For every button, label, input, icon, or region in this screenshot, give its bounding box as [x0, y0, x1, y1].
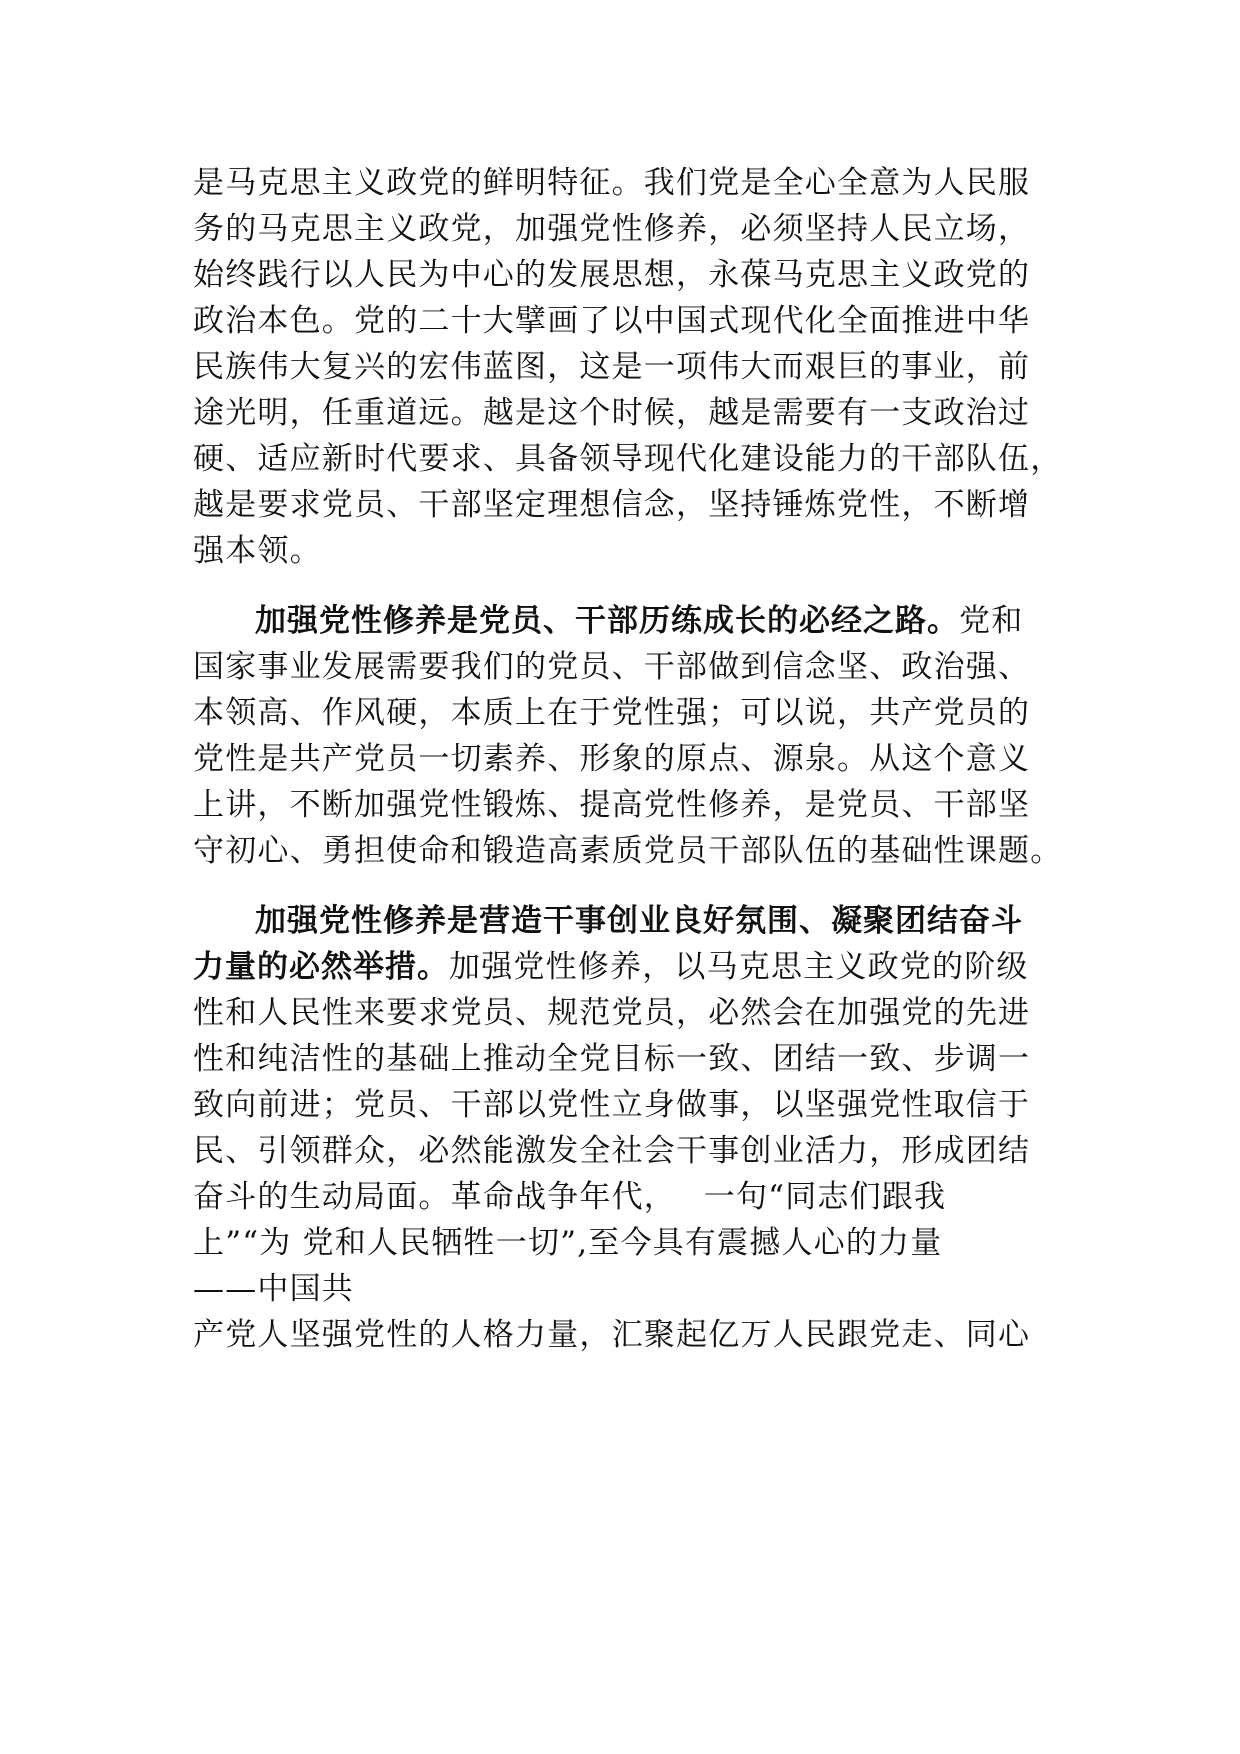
text-line: 性和纯洁性的基础上推动全党目标一致、团结一致、步调一: [193, 1041, 1031, 1077]
text-line: 政治本色。党的二十大擘画了以中国式现代化全面推进中华: [193, 303, 1031, 339]
paragraph-heading: 加强党性修养是党员、干部历练成长的必经之路。: [255, 603, 959, 639]
paragraph-heading: 力量的必然举措。: [193, 949, 449, 985]
paragraph-spacer: [193, 874, 1063, 898]
text-line: 民、引领群众，必然能激发全社会干事创业活力，形成团结: [193, 1133, 1031, 1169]
paragraph-3: [193, 898, 1063, 1358]
text-line: 奋斗的生动局面。革命战争年代， 一句“同志们跟我: [193, 1179, 947, 1215]
paragraph-2: [193, 598, 1063, 874]
text-line: 民族伟大复兴的宏伟蓝图，这是一项伟大而艰巨的事业，前: [193, 349, 1031, 385]
text-line: 途光明，任重道远。越是这个时候，越是需要有一支政治过: [193, 395, 1031, 431]
text-line: 强本领。: [193, 533, 322, 569]
text-run: 党和: [959, 603, 1024, 639]
text-line: 越是要求党员、干部坚定理想信念，坚持锤炼党性，不断增: [193, 487, 1031, 523]
text-line: [193, 598, 1063, 644]
text-line: 党性是共产党员一切素养、形象的原点、源泉。从这个意义: [193, 741, 1031, 777]
text-line: [193, 944, 1063, 990]
text-line: 本领高、作风硬，本质上在于党性强；可以说，共产党员的: [193, 695, 1031, 731]
text-line: 国家事业发展需要我们的党员、干部做到信念坚、政治强、: [193, 649, 1031, 685]
text-line: 始终践行以人民为中心的发展思想，永葆马克思主义政党的: [193, 257, 1031, 293]
text-line: 硬、适应新时代要求、具备领导现代化建设能力的干部队伍，: [193, 441, 1063, 477]
paragraph-1: [193, 160, 1063, 574]
paragraph-heading: 加强党性修养是营造干事创业良好氛围、凝聚团结奋斗: [255, 903, 1023, 939]
text-line: 致向前进；党员、干部以党性立身做事，以坚强党性取信于: [193, 1087, 1031, 1123]
text-line: 产党人坚强党性的人格力量，汇聚起亿万人民跟党走、同心: [193, 1317, 1031, 1353]
text-line: 上讲，不断加强党性锻炼、提高党性修养，是党员、干部坚: [193, 787, 1031, 823]
text-line: 性和人民性来要求党员、规范党员，必然会在加强党的先进: [193, 995, 1031, 1031]
text-line: 务的马克思主义政党，加强党性修养，必须坚持人民立场，: [193, 211, 1031, 247]
body-text: [193, 160, 1063, 1358]
text-run: 加强党性修养，以马克思主义政党的阶级: [449, 949, 1029, 985]
text-line: ——中国共: [193, 1271, 354, 1307]
paragraph-spacer: [193, 574, 1063, 598]
text-line: 守初心、勇担使命和锻造高素质党员干部队伍的基础性课题。: [193, 833, 1063, 869]
text-line: 上”“为 党和人民牺牲一切”,至今具有震撼人心的力量: [193, 1225, 943, 1261]
text-line: 是马克思主义政党的鲜明特征。我们党是全心全意为人民服: [193, 165, 1031, 201]
